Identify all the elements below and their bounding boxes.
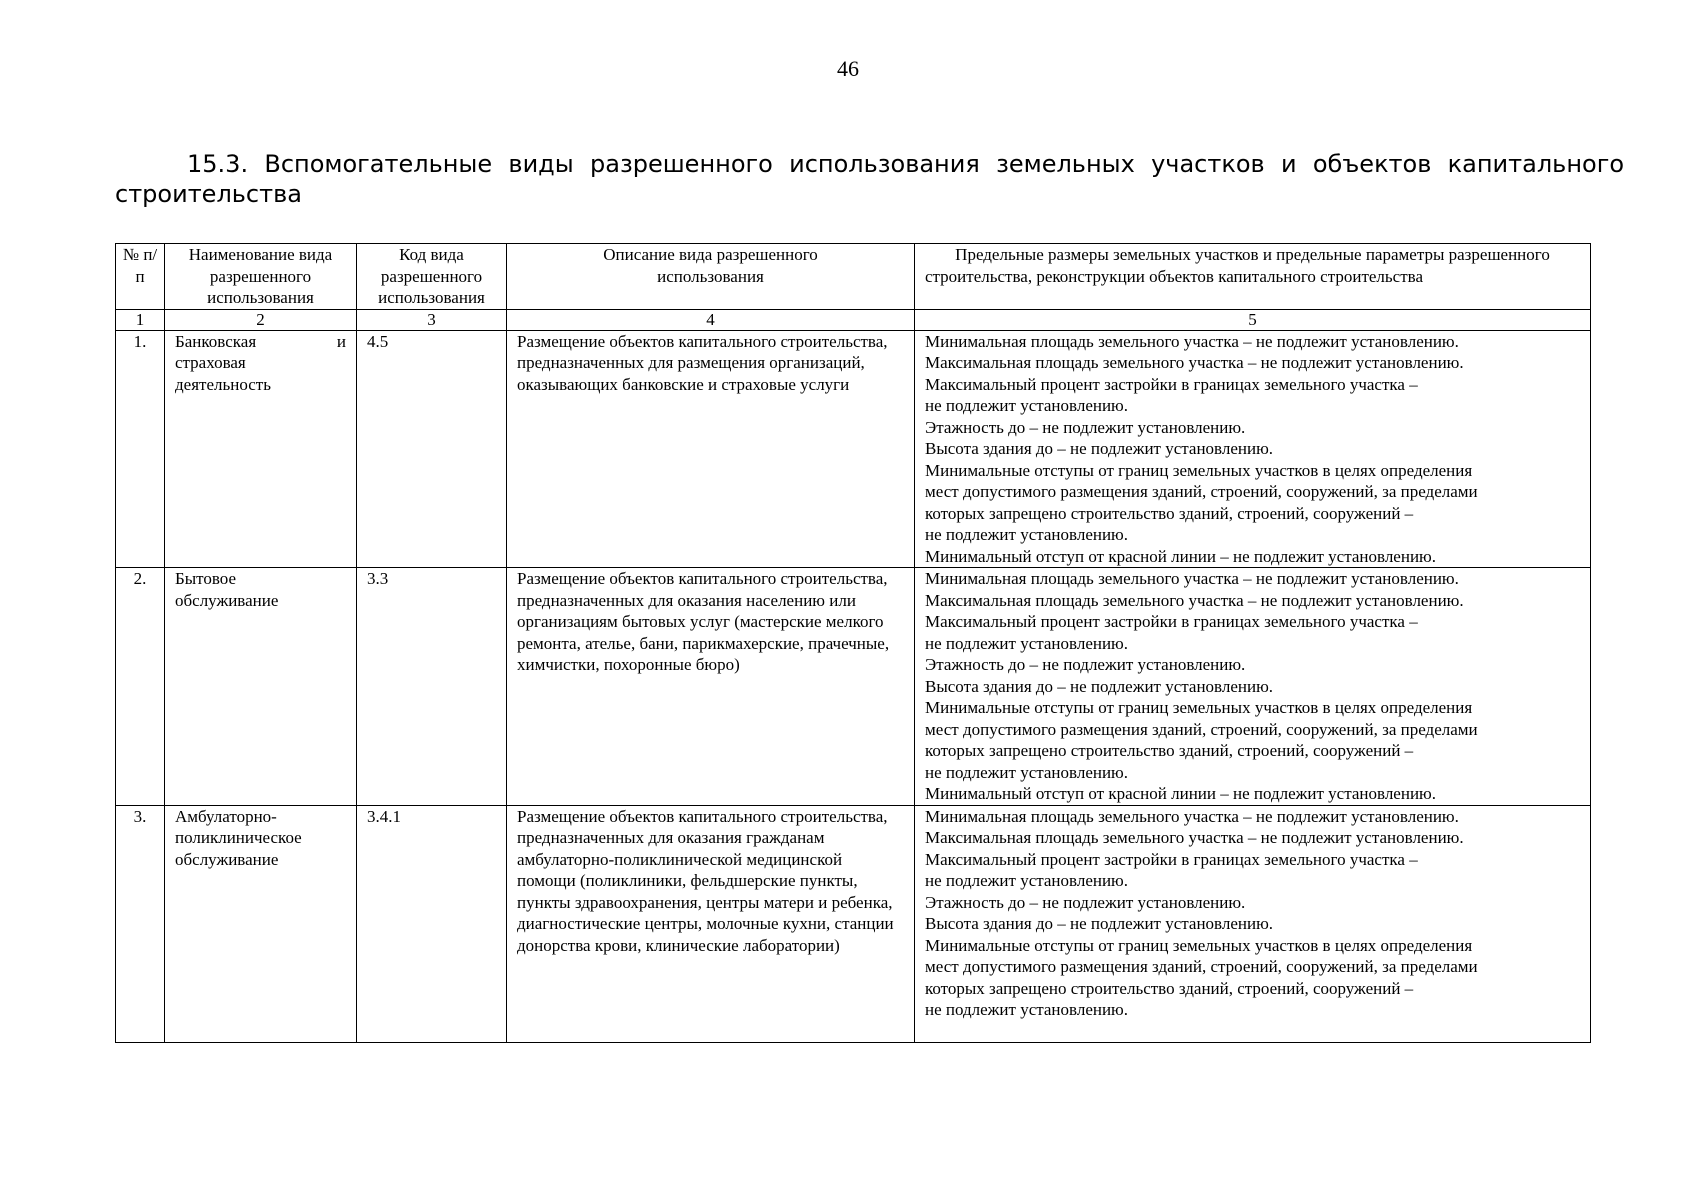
- use-code: 4.5: [357, 330, 507, 568]
- use-description: Размещение объектов капитального строительства, предназначенных для оказания гражданам амбулаторно-поликлинической медицинской помощи (поликлиники, фельдшерские пункты, пункты здравоохранения, центры матери и ребенка, диагностические центры, молочные кухни, станции донорства крови, клинические лаборатории): [507, 805, 915, 1042]
- row-number: 2.: [116, 568, 165, 806]
- column-number: 2: [165, 309, 357, 330]
- param-line: Максимальный процент застройки в границах земельного участка –: [925, 374, 1418, 394]
- param-line: Минимальная площадь земельного участка – не подлежит установлению.: [925, 806, 1459, 826]
- param-line: Максимальная площадь земельного участка – не подлежит установлению.: [925, 590, 1464, 610]
- header-num: № п/п: [116, 244, 165, 310]
- use-description: Размещение объектов капитального строительства, предназначенных для оказания населению или организациям бытовых услуг (мастерские мелкого ремонта, ателье, бани, парикмахерские, прачечные, химчистки, похоронные бюро): [507, 568, 915, 806]
- param-line: не подлежит установлению.: [925, 871, 1129, 890]
- section-heading: 15.3. Вспомогательные виды разрешенного использования земельных участков и объектов капитального строительства: [115, 150, 1624, 208]
- use-name-part: страховая деятельность: [175, 353, 271, 394]
- param-line: не подлежит установлению.: [925, 396, 1129, 415]
- param-line: Высота здания до – не подлежит установлению.: [925, 676, 1274, 696]
- use-parameters: [915, 805, 1591, 1042]
- use-name: Амбулаторно-поликлиническое обслуживание: [165, 805, 357, 1042]
- param-line: не подлежит установлению.: [925, 633, 1129, 653]
- param-line: Максимальный процент застройки в границах земельного участка –: [925, 849, 1418, 869]
- param-line: Минимальный отступ от красной линии – не подлежит установлению.: [925, 546, 1436, 566]
- row-number: 1.: [116, 330, 165, 568]
- param-line: Минимальный отступ от красной линии – не подлежит установлению.: [925, 784, 1436, 803]
- table-header-row: [116, 244, 1591, 310]
- param-line: не подлежит установлению.: [925, 762, 1129, 782]
- column-number: 5: [915, 309, 1591, 330]
- param-line: не подлежит установлению.: [925, 525, 1129, 544]
- table-row: [116, 805, 1591, 1042]
- header-code: Код вида разрешенного использования: [357, 244, 507, 310]
- param-line: не подлежит установлению.: [925, 1000, 1129, 1019]
- column-number: 1: [116, 309, 165, 330]
- table-row: [116, 330, 1591, 568]
- param-line: Высота здания до – не подлежит установлению.: [925, 914, 1274, 933]
- page-number: 46: [837, 56, 859, 81]
- use-code: 3.3: [357, 568, 507, 806]
- column-number: 3: [357, 309, 507, 330]
- use-name-part: и: [336, 331, 346, 351]
- param-line: Максимальный процент застройки в границах земельного участка –: [925, 612, 1418, 631]
- header-name: Наименование вида разрешенного использования: [165, 244, 357, 310]
- use-name: Бытовое обслуживание: [165, 568, 357, 806]
- param-line: Максимальная площадь земельного участка – не подлежит установлению.: [925, 828, 1464, 847]
- header-description: Описание вида разрешенного использования: [507, 244, 915, 310]
- param-line: Минимальная площадь земельного участка – не подлежит установлению.: [925, 569, 1459, 588]
- permitted-use-table: [115, 243, 1591, 1043]
- use-name-part: Банковская: [175, 331, 257, 351]
- param-line: Этажность до – не подлежит установлению.: [925, 892, 1246, 912]
- param-line: Максимальная площадь земельного участка – не подлежит установлению.: [925, 353, 1464, 372]
- use-description: Размещение объектов капитального строительства, предназначенных для размещения организаций, оказывающих банковские и страховые услуги: [507, 330, 915, 568]
- column-numbering-row: [116, 309, 1591, 330]
- param-line: Минимальная площадь земельного участка – не подлежит установлению.: [925, 331, 1459, 351]
- use-code: 3.4.1: [357, 805, 507, 1042]
- param-line: Высота здания до – не подлежит установлению.: [925, 439, 1274, 458]
- column-number: 4: [507, 309, 915, 330]
- use-name: [165, 330, 357, 568]
- row-number: 3.: [116, 805, 165, 1042]
- header-params: Предельные размеры земельных участков и предельные параметры разрешенного строительства, реконструкции объектов капитального строительства: [915, 244, 1591, 310]
- param-line: Этажность до – не подлежит установлению.: [925, 655, 1246, 674]
- use-parameters: [915, 330, 1591, 568]
- table-row: [116, 568, 1591, 806]
- param-line: Минимальные отступы от границ земельных участков в целях определения мест допустимого размещения зданий, строений, сооружений, за пределами которых запрещено строительство зданий, строений, сооружений –: [925, 460, 1478, 523]
- use-parameters: [915, 568, 1591, 806]
- param-line: Этажность до – не подлежит установлению.: [925, 417, 1246, 437]
- param-line: Минимальные отступы от границ земельных участков в целях определения мест допустимого размещения зданий, строений, сооружений, за пределами которых запрещено строительство зданий, строений, сооружений –: [925, 698, 1478, 760]
- param-line: Минимальные отступы от границ земельных участков в целях определения мест допустимого размещения зданий, строений, сооружений, за пределами которых запрещено строительство зданий, строений, сооружений –: [925, 935, 1478, 998]
